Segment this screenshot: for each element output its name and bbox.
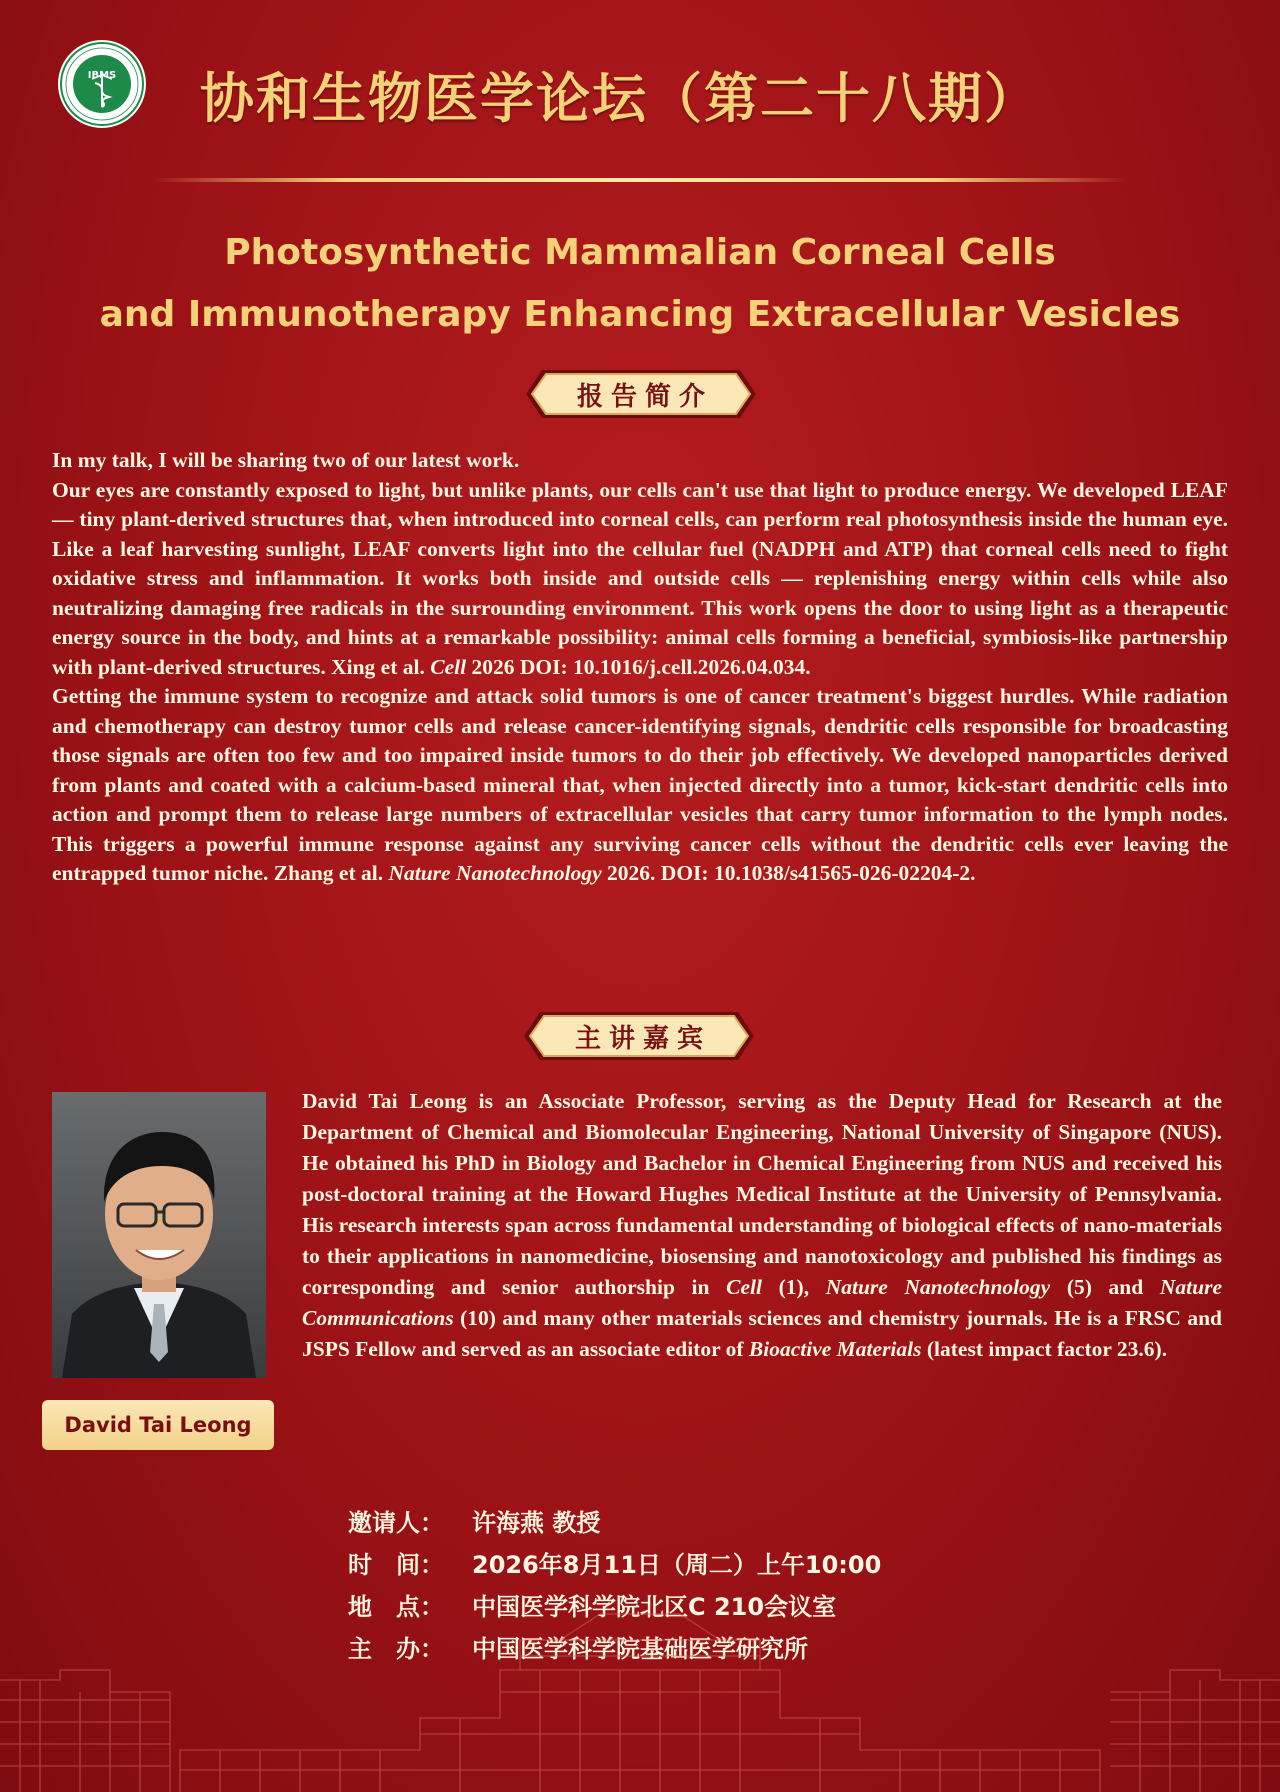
abstract-section-label: 报告简介 (576, 381, 713, 412)
logo-text: IBMS (87, 70, 117, 81)
work1-journal: Cell (430, 654, 467, 679)
caduceus-emblem-icon (59, 41, 145, 127)
organizer-label: 主 办： (348, 1635, 444, 1663)
institute-logo (58, 40, 146, 128)
talk-title-line1: Photosynthetic Mammalian Corneal Cells (224, 232, 1056, 273)
bio-count-cell: (1), (761, 1275, 826, 1299)
place-label: 地 点： (348, 1593, 444, 1621)
work2-journal: Nature Nanotechnology (388, 861, 602, 885)
bio-count-nature-nano: (5) and (1050, 1275, 1160, 1299)
host-value: 许海燕 教授 (472, 1509, 601, 1537)
work2-reference: 2026. DOI: 10.1038/s41565-026-02204-2. (601, 861, 976, 885)
info-row-time (348, 1544, 881, 1586)
abstract-text (52, 446, 1228, 889)
title-divider (150, 178, 1130, 182)
bio-journal-bioactive: Bioactive Materials (748, 1337, 922, 1361)
talk-title (0, 222, 1280, 346)
forum-title: 协和生物医学论坛（第二十八期） (200, 67, 1040, 130)
speaker-name-tag: David Tai Leong (42, 1400, 274, 1450)
info-row-host (348, 1502, 881, 1544)
time-value: 2026年8月11日（周二）上午10:00 (472, 1551, 882, 1579)
speaker-portrait-icon (52, 1092, 266, 1378)
work1-reference: 2026 DOI: 10.1016/j.cell.2026.04.034. (466, 654, 811, 679)
abstract-work1 (52, 476, 1228, 683)
speaker-photo (52, 1092, 266, 1378)
host-label: 邀请人： (348, 1509, 444, 1537)
bio-part2: (10) and many other materials sciences and chemistry journals. He is a FRSC and JSPS Fellow and served as an associate editor of (302, 1306, 1222, 1361)
talk-title-line2: and Immunotherapy Enhancing Extracellular Vesicles (99, 294, 1181, 335)
bio-journal-nature-nano: Nature Nanotechnology (825, 1275, 1051, 1299)
work1-body: Our eyes are constantly exposed to light, but unlike plants, our cells can't use that light to produce energy. We developed LEAF — tiny plant-derived structures that, when introduced into corneal cells, can perform real photosynthesis inside the human eye. Like a leaf harvesting sunlight, LEAF converts light into the cellular fuel (NADPH and ATP) that corneal cells need to fight oxidative stress and inflammation. It works both inside and outside cells — replenishing energy within cells while also neutralizing damaging free radicals in the surrounding environment. This work opens the door to using light as a therapeutic energy source in the body, and hints at a remarkable possibility: animal cells forming a beneficial, symbiosis-like partnership with plant-derived structures. Xing et al. (52, 477, 1228, 679)
place-value: 中国医学科学院北区C 210会议室 (472, 1593, 837, 1621)
abstract-intro: In my talk, I will be sharing two of our latest work. (52, 448, 520, 472)
building-skyline-decoration (0, 1600, 1280, 1792)
speaker-bio-paragraph (302, 1086, 1222, 1365)
bio-journal-nature-comm: Nature Communications (302, 1275, 1222, 1330)
speaker-section-label: 主讲嘉宾 (574, 1023, 711, 1054)
work2-body: Getting the immune system to recognize and attack solid tumors is one of cancer treatment's biggest hurdles. While radiation and chemotherapy can destroy tumor cells and release cancer-identifying signals, dendritic cells responsible for broadcasting those signals are often too few and too impaired inside tumors to do their job effectively. We developed nanoparticles derived from plants and coated with a calcium-based mineral that, when injected directly into a tumor, kick-start dendritic cells into action and prompt them to release large numbers of extracellular vesicles that carry tumor information to the lymph nodes. This triggers a powerful immune response against any surviving cancer cells without the dendritic cells ever leaving the entrapped tumor niche. Zhang et al. (52, 684, 1228, 885)
time-label: 时 间： (348, 1551, 444, 1579)
speaker-section-badge (522, 1010, 756, 1062)
abstract-section-badge (524, 368, 758, 420)
organizer-value: 中国医学科学院基础医学研究所 (472, 1635, 808, 1663)
bio-part3: (latest impact factor 23.6). (921, 1337, 1168, 1361)
speaker-bio (302, 1086, 1222, 1365)
abstract-work2 (52, 682, 1228, 889)
bio-part1: David Tai Leong is an Associate Professor, serving as the Deputy Head for Research at the Department of Chemical and Biomolecular Engineering, National University of Singapore (NUS). He obtained his PhD in Biology and Bachelor in Chemical Engineering from NUS and received his post-doctoral training at the Howard Hughes Medical Institute at the University of Pennsylvania. His research interests span across fundamental understanding of biological effects of nano-materials to their applications in nanomedicine, biosensing and nanotoxicology and published his findings as corresponding and senior authorship in (302, 1089, 1222, 1299)
bio-journal-cell: Cell (726, 1275, 762, 1299)
